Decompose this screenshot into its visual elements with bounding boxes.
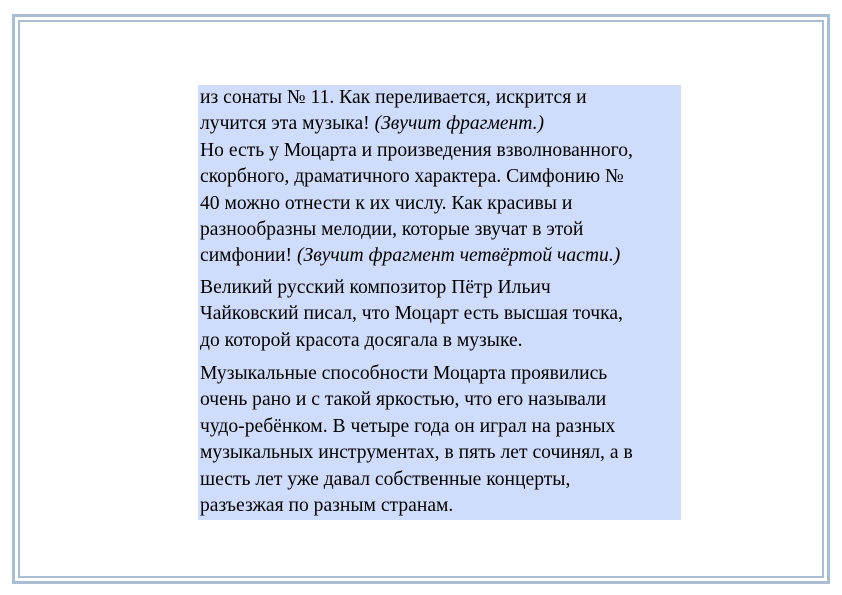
text-line: из сонаты № 11. Как переливается, искрится и (200, 87, 587, 108)
paragraph-child-prodigy (200, 361, 679, 519)
paragraph-tchaikovsky (200, 275, 679, 354)
stage-direction: (Звучит фрагмент.) (374, 113, 545, 135)
text-line: лучится эта музыка! (200, 113, 375, 135)
text-line: Чайковский писал, что Моцарт есть высшая точка, (200, 303, 623, 325)
text-line: разнообразны мелодии, которые звучат в этой (200, 219, 584, 241)
text-line: Великий русский композитор Пётр Ильич (200, 276, 551, 298)
text-block (198, 85, 681, 520)
stage-direction: (Звучит фрагмент четвёртой части.) (296, 245, 621, 267)
text-line: музыкальных инструментах, в пять лет сочинял, а в (200, 442, 633, 464)
text-line: 40 можно отнести к их числу. Как красивы и (200, 192, 573, 214)
text-line: разъезжая по разным странам. (200, 495, 454, 517)
paragraph-sonata (200, 85, 679, 138)
text-line: чудо-ребёнком. В четыре года он играл на разных (200, 415, 616, 437)
text-line: очень рано и с такой яркостью, что его называли (200, 389, 607, 411)
text-line: шесть лет уже давал собственные концерты, (200, 468, 571, 490)
paragraph-symphony (200, 138, 679, 270)
text-line: Но есть у Моцарта и произведения взволнованного, (200, 139, 633, 161)
text-line: скорбного, драматичного характера. Симфонию № (200, 166, 624, 188)
text-line: до которой красота досягала в музыке. (200, 329, 523, 351)
text-line: Музыкальные способности Моцарта проявились (200, 363, 608, 385)
text-line: симфонии! (200, 245, 297, 267)
